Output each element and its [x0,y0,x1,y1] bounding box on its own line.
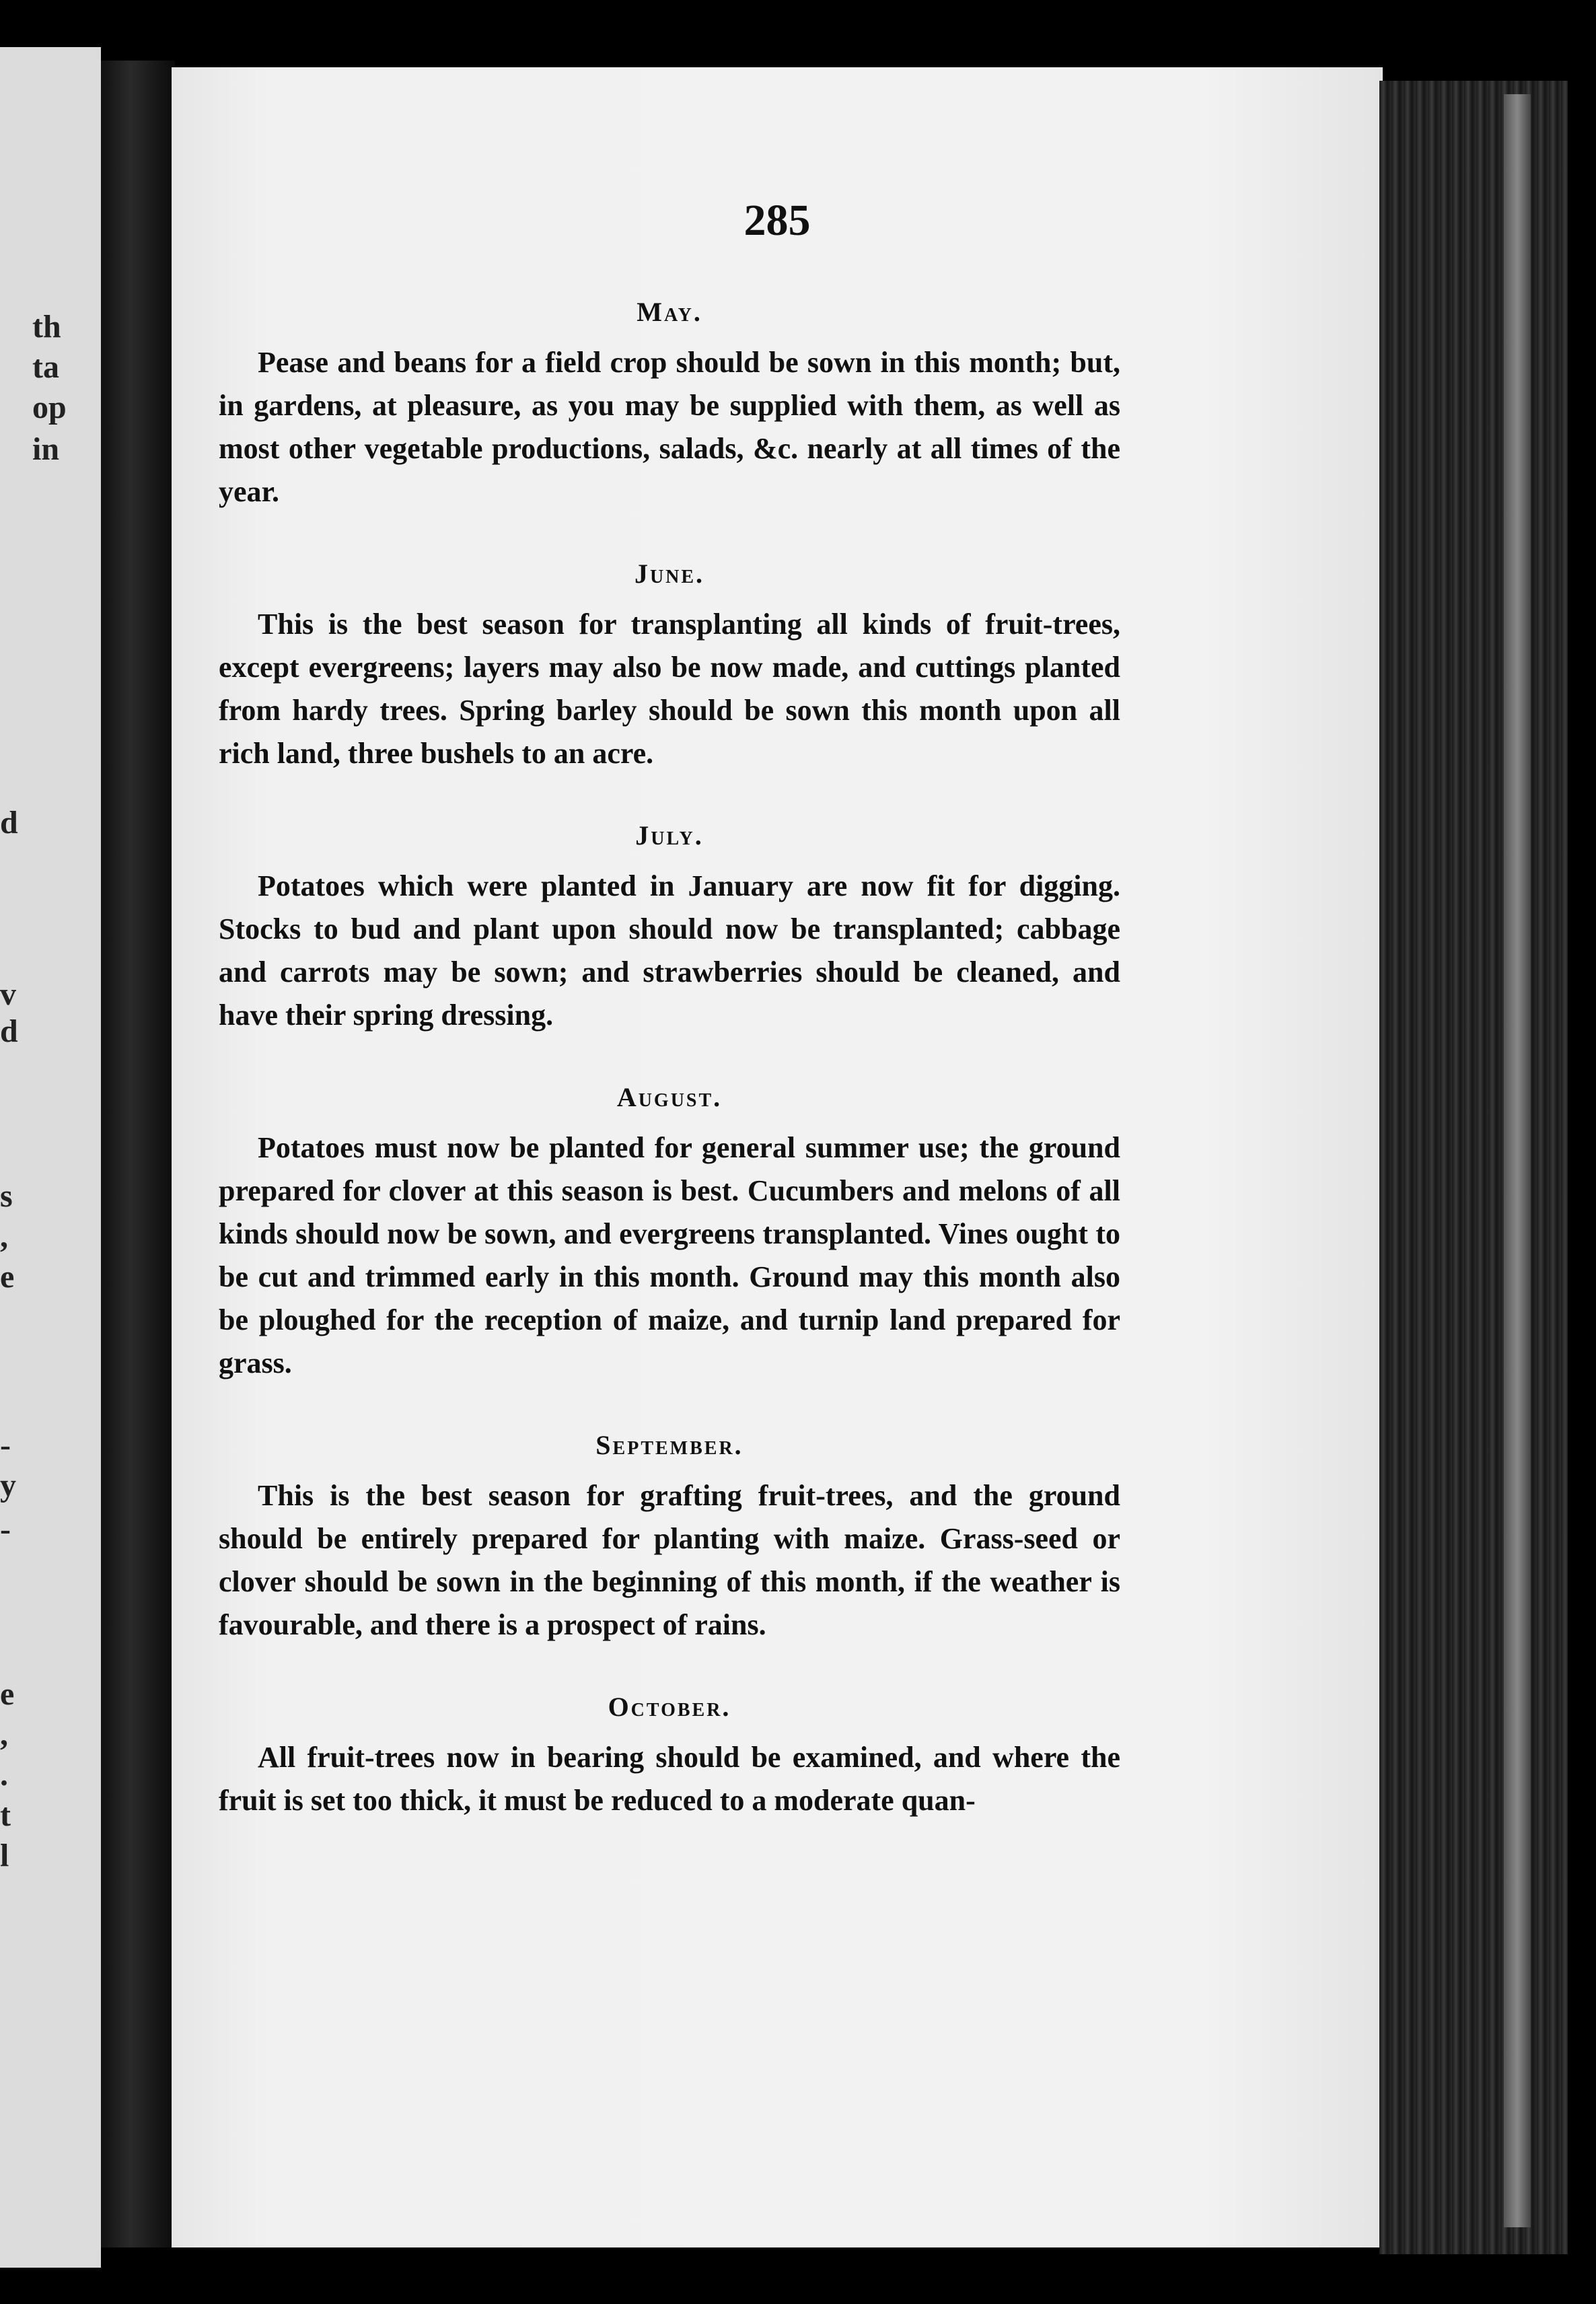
section-september [219,1429,1120,1647]
fragment: s [0,1178,13,1214]
section-august [219,1081,1120,1385]
section-paragraph: This is the best season for transplanting all kinds of fruit-trees, except evergreens; layers may also be now made, and cuttings planted from hardy trees. Spring barley should be sown this month upon all rich land, three bushels to an acre. [219,608,1120,770]
fragment: . [0,1757,8,1793]
section-heading: May. [637,297,702,327]
fragment: - [0,1511,11,1547]
fragment: in [32,431,60,467]
fragment: e [0,1676,15,1712]
section-paragraph: All fruit-trees now in bearing should be examined, and where the fruit is set too thick, it must be reduced to a moderate quan- [219,1741,1120,1817]
fragment: l [0,1838,9,1873]
fragment: d [0,805,18,840]
fragment: , [0,1219,8,1254]
left-page-text-fragments [0,0,67,2304]
fragment: , [0,1717,8,1752]
section-heading: September. [595,1430,743,1460]
page-stack-edges [1379,81,1568,2254]
fragment: d [0,1013,18,1049]
page-content [219,296,1120,1867]
section-heading: October. [608,1692,731,1722]
section-paragraph: Potatoes which were planted in January are now fit for digging. Stocks to bud and plant upon should now be transplanted; cabbage and carrots may be sown; and strawberries should be cleaned, and have their spring dressing. [219,869,1120,1032]
book-gutter [101,61,175,2247]
page-number: 285 [743,196,811,245]
section-october [219,1691,1120,1822]
section-heading: July. [635,820,704,851]
fragment: th [32,309,61,345]
section-paragraph: Pease and beans for a field crop should be sown in this month; but, in gardens, at pleasure, as you may be supplied with them, as well as most other vegetable productions, salads, &c. nearly at all times of the year. [219,346,1120,508]
fragment: op [32,390,67,425]
section-july [219,820,1120,1037]
fragment: - [0,1427,11,1463]
section-heading: August. [616,1082,723,1112]
page-stack-highlight [1504,94,1531,2227]
fragment: v [0,976,16,1012]
section-june [219,558,1120,775]
fragment: y [0,1468,16,1503]
fragment: t [0,1797,11,1833]
fragment: e [0,1259,15,1295]
section-heading: June. [634,559,705,589]
section-paragraph: Potatoes must now be planted for general summer use; the ground prepared for clover at this season is best. Cucumbers and melons of all kinds should now be sown, and evergreens transplanted. Vines ought to be cut and trimmed early in this month. Ground may this month also be ploughed for the reception of maize, and turnip land prepared for grass. [219,1131,1120,1379]
fragment: ta [32,349,59,385]
section-paragraph: This is the best season for grafting fruit-trees, and the ground should be entirely prepared for planting with maize. Grass-seed or clover should be sown in the beginning of this month, if the weather is favourable, and there is a prospect of rains. [219,1479,1120,1641]
section-may [219,296,1120,513]
